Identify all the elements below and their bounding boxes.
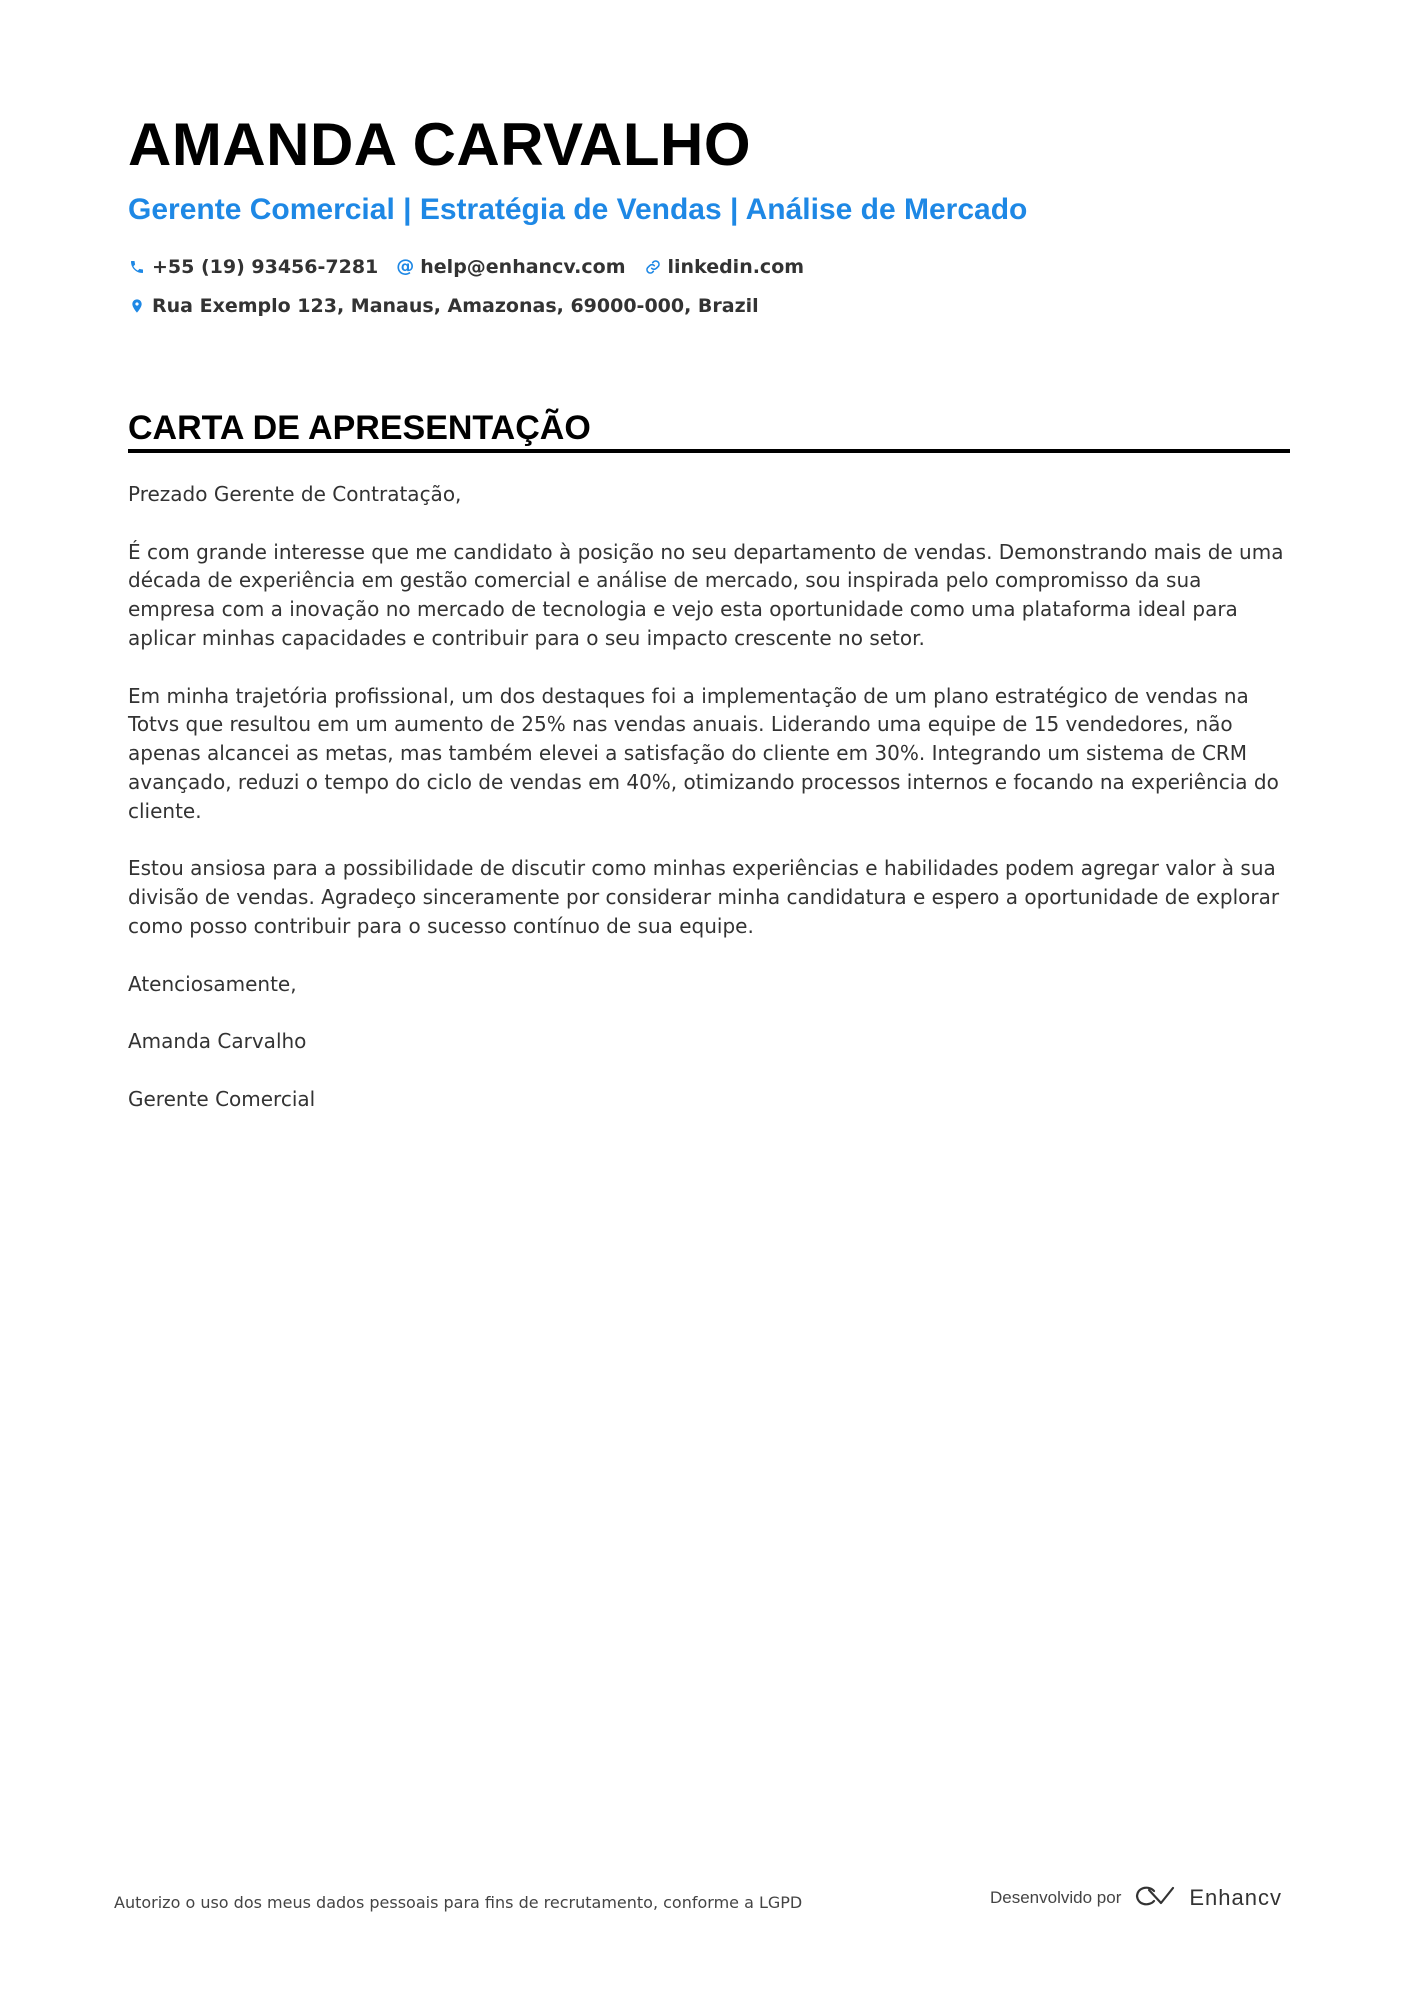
enhancv-logo-icon <box>1133 1883 1189 1913</box>
section-title: CARTA DE APRESENTAÇÃO <box>128 409 591 447</box>
phone-text: +55 (19) 93456-7281 <box>152 256 379 278</box>
letter-paragraph: Em minha trajetória profissional, um dos destaques foi a implementação de um plano estratégico de vendas na Totvs que resultou em um aumento de 25% nas vendas anuais. Liderando uma equipe de 15 vendedores, não apenas alcancei as metas, mas também elevei a satisfação do cliente em 30%. Integrando um sistema de CRM avançado, reduzi o tempo do ciclo de vendas em 40%, otimizando processos internos e focando na experiência do cliente. <box>128 683 1279 823</box>
location-pin-icon <box>128 297 146 315</box>
linkedin-text[interactable]: linkedin.com <box>667 256 805 278</box>
candidate-name: AMANDA CARVALHO <box>128 111 752 178</box>
contact-email[interactable] <box>396 256 625 278</box>
footer-consent-text: Autorizo o uso dos meus dados pessoais para fins de recrutamento, conforme a LGPD <box>114 1893 803 1912</box>
section-divider <box>128 449 1290 453</box>
link-icon <box>644 258 662 276</box>
phone-icon <box>128 258 146 276</box>
candidate-headline: Gerente Comercial | Estratégia de Vendas | Análise de Mercado <box>128 193 1028 226</box>
contact-phone <box>128 256 378 278</box>
contact-linkedin[interactable] <box>644 256 805 278</box>
address-text: Rua Exemplo 123, Manaus, Amazonas, 69000-000, Brazil <box>152 295 759 317</box>
signature-title: Gerente Comercial <box>128 1086 316 1111</box>
brand-wordmark: Enhancv <box>1189 1885 1282 1910</box>
footer-branding[interactable] <box>990 1883 1282 1913</box>
letter-paragraph: Estou ansiosa para a possibilidade de discutir como minhas experiências e habilidades podem agregar valor à sua divisão de vendas. Agradeço sinceramente por considerar minha candidatura e espero a oportunidade de explorar como posso contribuir para o sucesso contínuo de sua equipe. <box>128 856 1280 938</box>
contact-address <box>128 295 759 317</box>
email-text[interactable]: help@enhancv.com <box>420 256 626 278</box>
letter-salutation: Prezado Gerente de Contratação, <box>128 482 462 506</box>
signature-name: Amanda Carvalho <box>128 1029 307 1054</box>
at-icon: @ <box>396 256 415 277</box>
contact-row-primary <box>128 254 822 280</box>
letter-paragraph: É com grande interesse que me candidato à posição no seu departamento de vendas. Demonstrando mais de uma década de experiência em gestão comercial e análise de mercado, sou inspirada pelo compromisso da sua empresa com a inovação no mercado de tecnologia e vejo esta oportunidade como uma plataforma ideal para aplicar minhas capacidades e contribuir para o seu impacto crescente no setor. <box>128 539 1284 650</box>
contact-row-address <box>128 293 777 319</box>
letter-closing: Atenciosamente, <box>128 971 297 996</box>
letter-body <box>128 480 1288 1142</box>
powered-by-text: Desenvolvido por <box>990 1888 1122 1907</box>
